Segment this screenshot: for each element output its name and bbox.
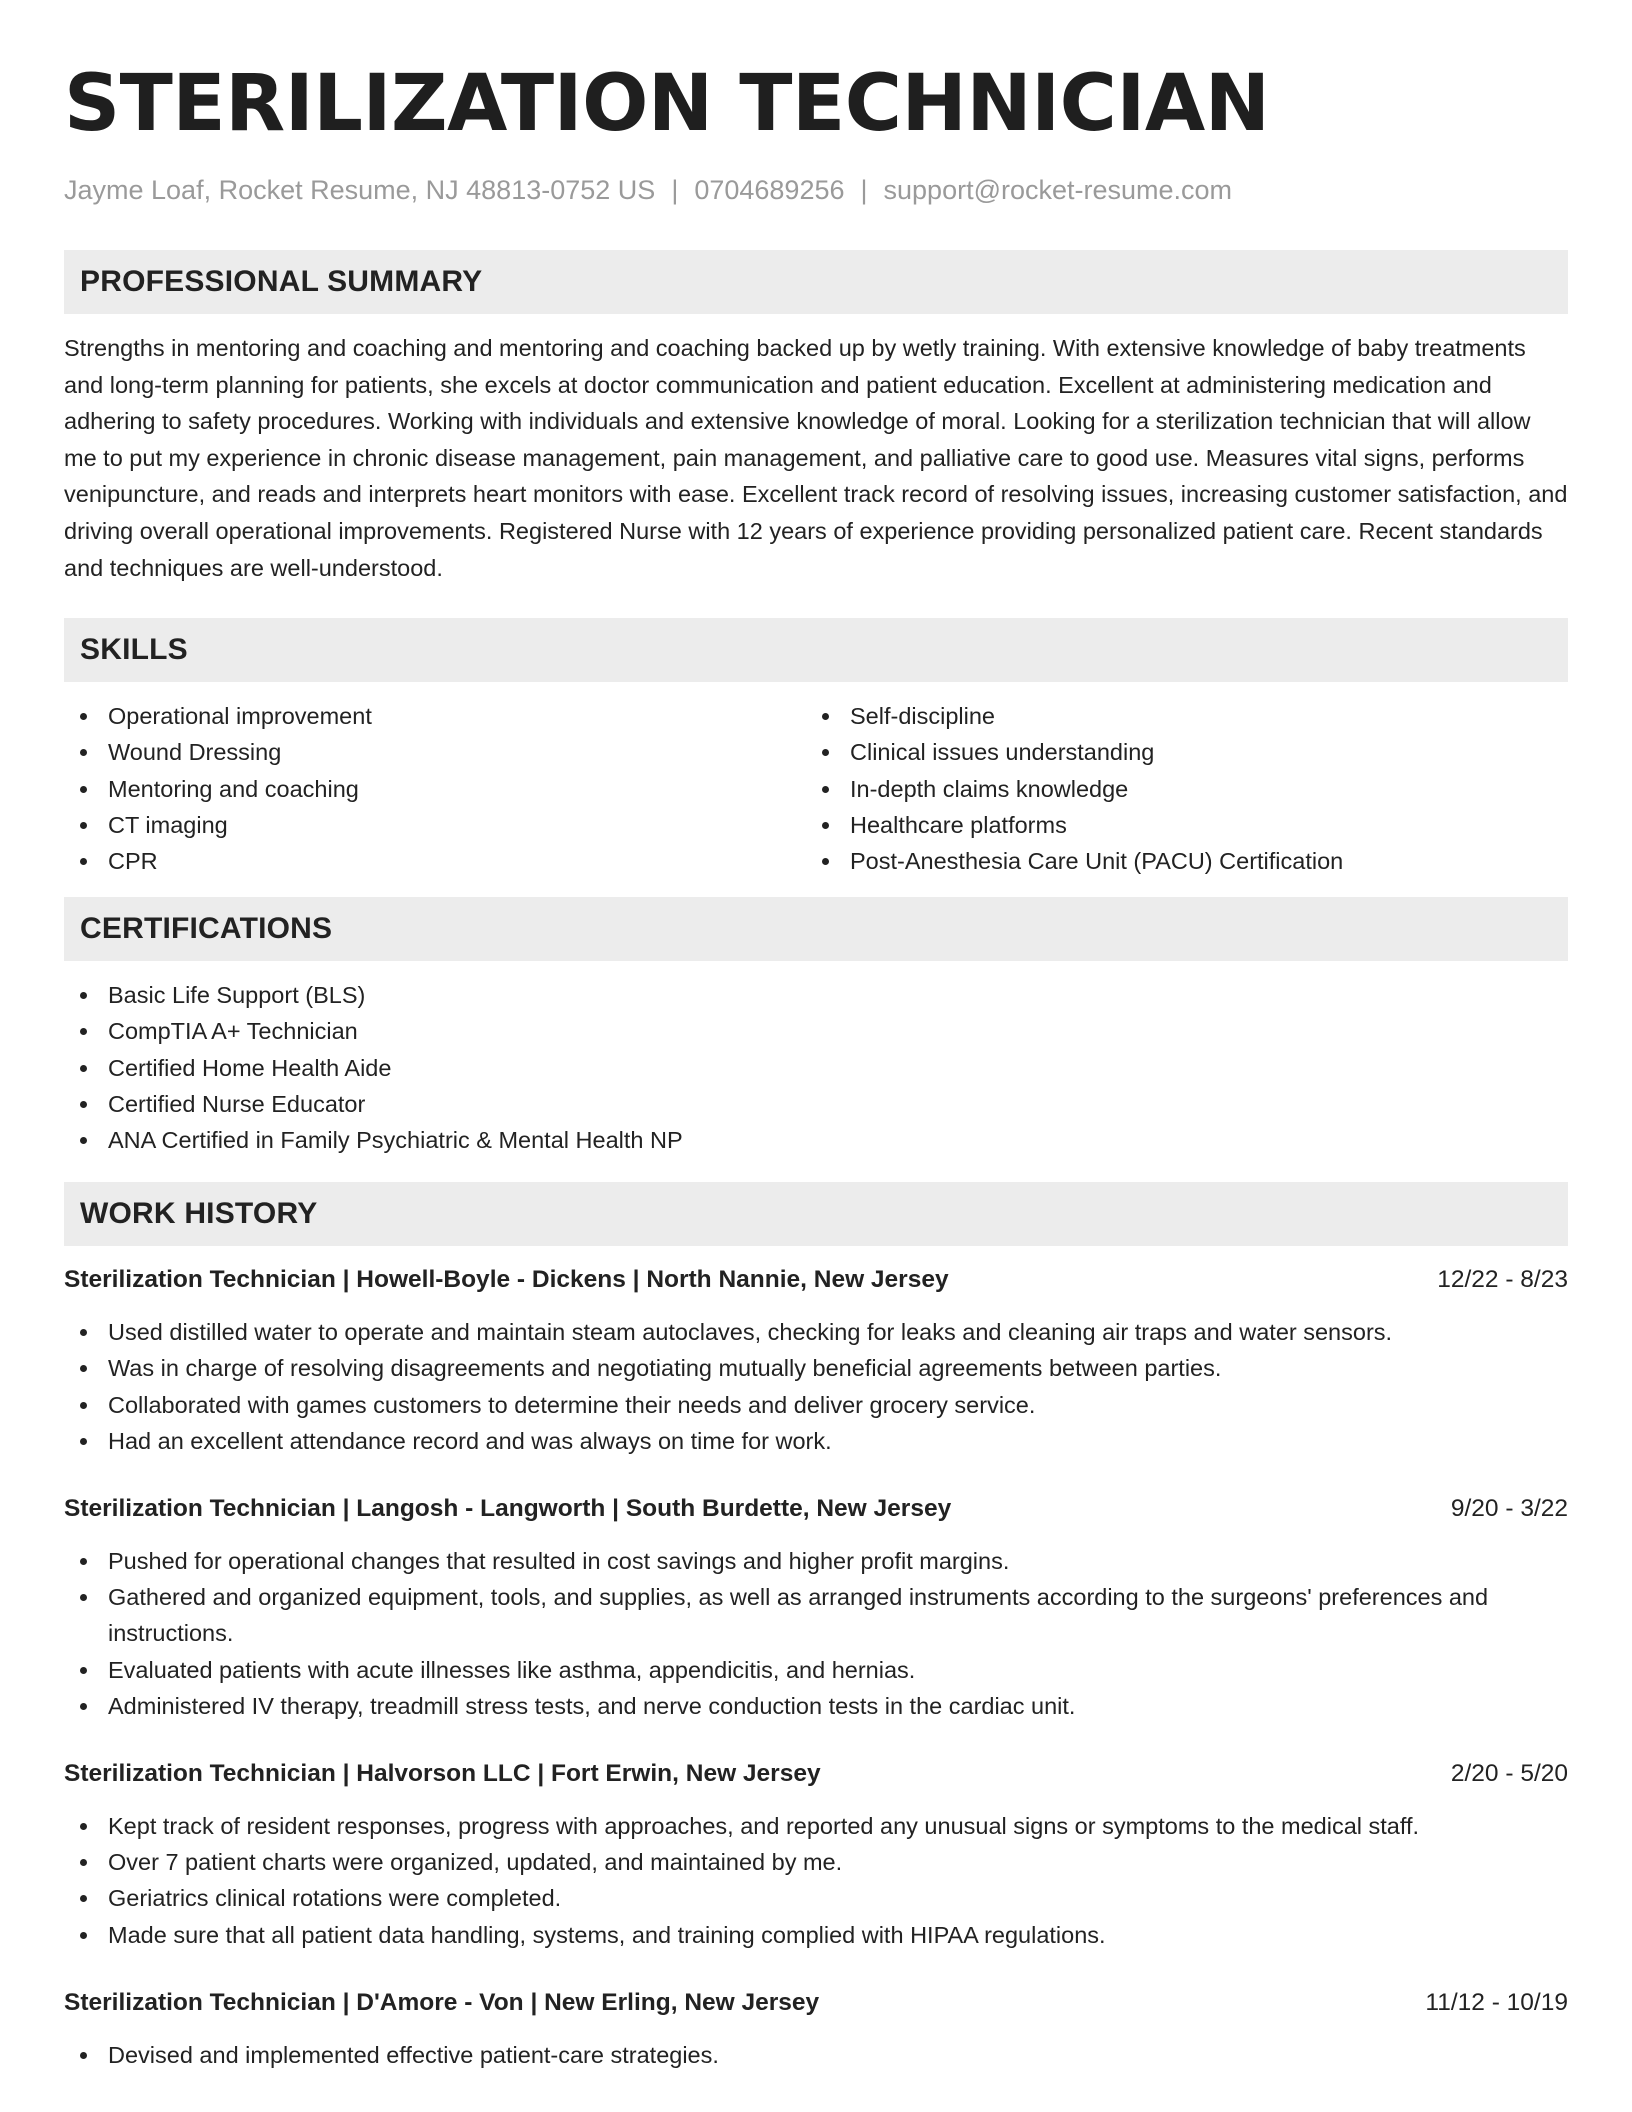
job-dates: 12/22 - 8/23 (1437, 1266, 1568, 1294)
certifications-section-header (64, 897, 1568, 961)
contact-separator: | (671, 175, 679, 205)
skills-grid (64, 698, 1568, 879)
contact-phone: 0704689256 (694, 175, 845, 205)
certifications-list (64, 977, 1568, 1158)
job-title: Sterilization Technician | Howell-Boyle - Dickens | North Nannie, New Jersey (64, 1266, 949, 1294)
job-bullet: Kept track of resident responses, progress with approaches, and reported any unusual signs or symptoms to the medical staff. (64, 1808, 1568, 1844)
job-bullet: Used distilled water to operate and maintain steam autoclaves, checking for leaks and cleaning air traps and water sensors. (64, 1314, 1568, 1350)
job-bullet: Pushed for operational changes that resulted in cost savings and higher profit margins. (64, 1543, 1568, 1579)
resume-title: STERILIZATION TECHNICIAN (64, 59, 1270, 149)
job-bullets (64, 1543, 1568, 1724)
summary-heading: PROFESSIONAL SUMMARY (80, 265, 483, 298)
job-title: Sterilization Technician | Halvorson LLC | Fort Erwin, New Jersey (64, 1760, 821, 1788)
certification-item: Certified Home Health Aide (64, 1050, 1568, 1086)
job-bullet: Devised and implemented effective patient-care strategies. (64, 2037, 1568, 2073)
job-title: Sterilization Technician | Langosh - Langworth | South Burdette, New Jersey (64, 1495, 952, 1522)
summary-text: Strengths in mentoring and coaching and mentoring and coaching backed up by wetly training. With extensive knowledge of baby treatments and long-term planning for patients, she excels at doctor communication and patient education. Excellent at administering medication and adhering to safety procedures. Working with individuals and extensive knowledge of moral. Looking for a sterilization technician that will allow me to put my experience in chronic disease management, pain management, and palliative care to good use. Measures vital signs, performs venipuncture, and reads and interprets heart monitors with ease. Excellent track record of resolving issues, increasing customer satisfaction, and driving overall operational improvements. Registered Nurse with 12 years of experience providing personalized patient care. Recent standards and techniques are well-understood. (64, 335, 1568, 581)
contact-separator: | (860, 175, 868, 205)
skill-item: CT imaging (64, 807, 806, 843)
certification-item: ANA Certified in Family Psychiatric & Mental Health NP (64, 1122, 1568, 1158)
job-entry (64, 1262, 1568, 1459)
job-bullet: Had an excellent attendance record and was always on time for work. (64, 1423, 1568, 1459)
certification-item: CompTIA A+ Technician (64, 1013, 1568, 1049)
job-header (64, 1262, 1568, 1298)
skill-item: Operational improvement (64, 698, 806, 734)
job-header (64, 1756, 1568, 1792)
job-bullet: Was in charge of resolving disagreements and negotiating mutually beneficial agreements between parties. (64, 1350, 1568, 1386)
job-bullet: Collaborated with games customers to determine their needs and deliver grocery service. (64, 1387, 1568, 1423)
job-title: Sterilization Technician | D'Amore - Von | New Erling, New Jersey (64, 1988, 820, 2016)
job-header (64, 1985, 1568, 2021)
job-bullet: Gathered and organized equipment, tools, and supplies, as well as arranged instruments according to the surgeons' preferences and instructions. (64, 1579, 1568, 1651)
skills-heading: SKILLS (80, 633, 188, 667)
summary-section-header (64, 250, 1568, 314)
skill-item: Mentoring and coaching (64, 771, 806, 807)
job-header (64, 1491, 1568, 1527)
certifications-heading: CERTIFICATIONS (80, 912, 333, 946)
skill-item: Post-Anesthesia Care Unit (PACU) Certification (806, 843, 1548, 879)
contact-email[interactable]: support@rocket-resume.com (883, 175, 1233, 205)
work-heading: WORK HISTORY (80, 1197, 318, 1231)
job-bullets (64, 1314, 1568, 1459)
skills-column-right (806, 698, 1548, 879)
skills-list-left (64, 698, 806, 879)
skill-item: Self-discipline (806, 698, 1548, 734)
skill-item: Clinical issues understanding (806, 734, 1548, 770)
job-dates: 11/12 - 10/19 (1425, 1988, 1568, 2016)
job-entry (64, 1756, 1568, 1953)
job-dates: 9/20 - 3/22 (1450, 1495, 1568, 1522)
contact-line (64, 170, 1568, 210)
skill-item: Healthcare platforms (806, 807, 1548, 843)
job-bullets (64, 1808, 1568, 1953)
work-section-header (64, 1182, 1568, 1246)
job-entry (64, 1985, 1568, 2073)
job-bullet: Made sure that all patient data handling, systems, and training complied with HIPAA regulations. (64, 1917, 1568, 1953)
certification-item: Certified Nurse Educator (64, 1086, 1568, 1122)
job-bullet: Evaluated patients with acute illnesses like asthma, appendicitis, and hernias. (64, 1652, 1568, 1688)
skills-column-left (64, 698, 806, 879)
contact-address: Jayme Loaf, Rocket Resume, NJ 48813-0752 US (64, 175, 656, 205)
job-bullet: Administered IV therapy, treadmill stress tests, and nerve conduction tests in the cardiac unit. (64, 1688, 1568, 1724)
job-bullet: Over 7 patient charts were organized, updated, and maintained by me. (64, 1844, 1568, 1880)
job-bullet: Geriatrics clinical rotations were completed. (64, 1880, 1568, 1916)
skill-item: Wound Dressing (64, 734, 806, 770)
skill-item: CPR (64, 843, 806, 879)
skills-list-right (806, 698, 1548, 879)
job-bullets (64, 2037, 1568, 2073)
skills-section-header (64, 618, 1568, 682)
skill-item: In-depth claims knowledge (806, 771, 1548, 807)
job-entry (64, 1491, 1568, 1724)
job-dates: 2/20 - 5/20 (1450, 1760, 1568, 1788)
certification-item: Basic Life Support (BLS) (64, 977, 1568, 1013)
